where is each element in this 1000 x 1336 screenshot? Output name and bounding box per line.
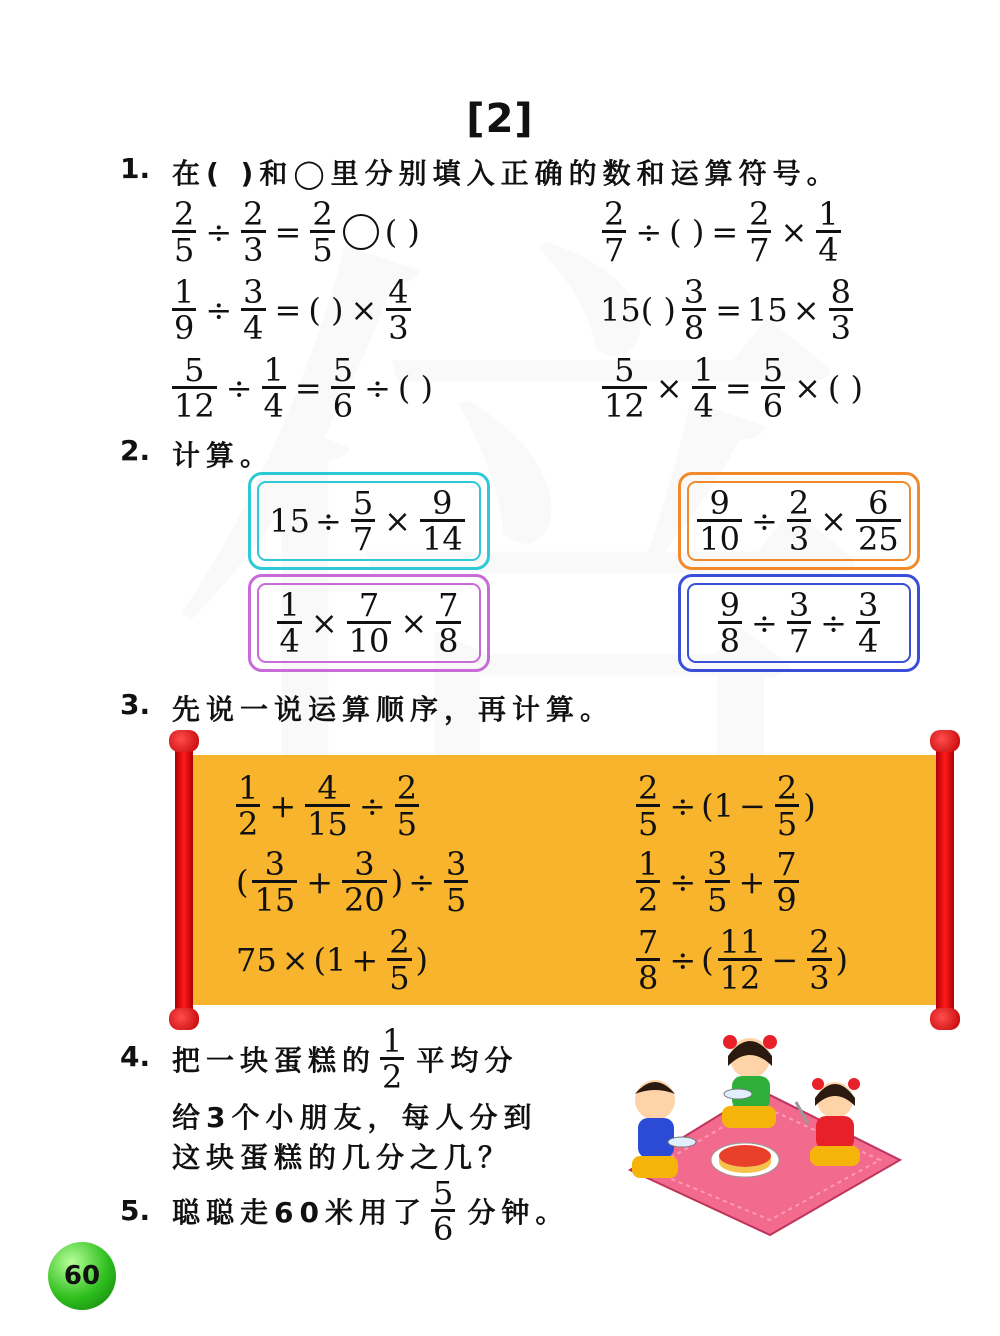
fraction: $\frac{9}{14}$ [421, 484, 463, 558]
q2-text: 计算。 [172, 439, 275, 472]
fraction: $\frac{7}{8}$ [438, 586, 459, 660]
fraction: $\frac{5}{7}$ [352, 484, 374, 558]
q4-line-1: 把一块蛋糕的 $\frac{1}{2}$ 平均分 [172, 1022, 519, 1096]
operator-circle-blank[interactable] [343, 214, 379, 250]
fraction: $\frac{2}{7}$ [604, 195, 625, 269]
fraction: $\frac{7}{9}$ [776, 845, 797, 919]
page-number: 60 [63, 1261, 101, 1291]
scroll-rod-left [175, 738, 193, 1020]
fraction: $\frac{2}{5}$ [389, 923, 410, 997]
answer-blank[interactable]: 15( ) [600, 291, 676, 329]
q1-row1-right: $\frac{2}{7}$ ÷ ( ) = $\frac{2}{7}$ × $\frac{1}{4}$ [604, 195, 839, 269]
fraction: $\frac{2}{5}$ [396, 769, 418, 843]
fraction: $\frac{1}{2}$ [638, 845, 659, 919]
fraction: $\frac{4}{3}$ [388, 273, 409, 347]
q5-number: 5. [120, 1194, 151, 1227]
fraction: $\frac{4}{15}$ [307, 769, 348, 843]
fraction: $\frac{1}{2}$ [238, 769, 259, 843]
fraction: $\frac{8}{3}$ [830, 273, 851, 347]
fraction: $\frac{9}{8}$ [719, 586, 740, 660]
q3-expression-1: $\frac{1}{2}$ + $\frac{4}{15}$ ÷ $\frac{2}{5}$ [238, 769, 418, 843]
q3-text: 先说一说运算顺序，再计算。 [172, 693, 615, 726]
scroll-rod-right [936, 738, 954, 1020]
answer-blank[interactable]: ( ) [308, 291, 344, 329]
exercise-box-2: $\frac{9}{10}$ ÷ $\frac{2}{3}$ × $\frac{6}{25}$ [678, 472, 920, 570]
fraction: $\frac{2}{5}$ [638, 769, 659, 843]
fraction: $\frac{3}{7}$ [788, 586, 810, 660]
q3-expression-2: $\frac{2}{5}$ ÷ (1 − $\frac{2}{5}$ ) [638, 769, 816, 843]
exercise-box-3: $\frac{1}{4}$ × $\frac{7}{10}$ × $\frac{7}{8}$ [248, 574, 490, 672]
fraction: $\frac{5}{12}$ [604, 351, 645, 425]
fraction: $\frac{1}{2}$ [382, 1022, 403, 1096]
q3-expression-3: ( $\frac{3}{15}$ + $\frac{3}{20}$ ) ÷ $\frac{3}{5}$ [236, 845, 467, 919]
fraction: $\frac{5}{6}$ [332, 351, 354, 425]
scroll-knob [930, 730, 960, 752]
q1-number: 1. [120, 152, 151, 185]
fraction: $\frac{1}{4}$ [279, 586, 300, 660]
fraction: $\frac{3}{8}$ [683, 273, 705, 347]
q5-line: 聪聪走60米用了 $\frac{5}{6}$ 分钟。 [172, 1174, 570, 1248]
fraction: $\frac{6}{25}$ [857, 484, 899, 558]
q1-row2-left: $\frac{1}{9}$ ÷ $\frac{3}{4}$ = ( ) × $\frac{4}{3}$ [174, 273, 409, 347]
fraction: $\frac{1}{4}$ [263, 351, 284, 425]
fraction: $\frac{2}{7}$ [749, 195, 770, 269]
fraction: $\frac{7}{10}$ [348, 586, 390, 660]
fraction: $\frac{11}{12}$ [719, 923, 761, 997]
q3-expression-6: $\frac{7}{8}$ ÷ ( $\frac{11}{12}$ − $\frac{2}{3}$ ) [638, 923, 849, 997]
fraction: $\frac{3}{4}$ [857, 586, 879, 660]
fraction: $\frac{5}{12}$ [174, 351, 215, 425]
scroll-knob [169, 730, 199, 752]
q1-text: 在( )和◯里分别填入正确的数和运算符号。 [172, 157, 841, 190]
fraction: $\frac{7}{8}$ [638, 923, 659, 997]
q1-row3-left: $\frac{5}{12}$ ÷ $\frac{1}{4}$ = $\frac{5}{6}$ ÷ ( ) [174, 351, 434, 425]
fraction: $\frac{2}{5}$ [312, 195, 333, 269]
answer-blank[interactable]: ( ) [669, 213, 705, 251]
q1-row1-left: $\frac{2}{5}$ ÷ $\frac{2}{3}$ = $\frac{2}{5}$ ( ) [174, 195, 420, 269]
fraction: $\frac{2}{5}$ [174, 195, 195, 269]
fraction: $\frac{3}{5}$ [446, 845, 467, 919]
q2-number: 2. [120, 434, 151, 467]
fraction: $\frac{5}{6}$ [762, 351, 784, 425]
fraction: $\frac{1}{9}$ [174, 273, 195, 347]
exercise-box-4: $\frac{9}{8}$ ÷ $\frac{3}{7}$ ÷ $\frac{3}{4}$ [678, 574, 920, 672]
scroll-knob [930, 1008, 960, 1030]
fraction: $\frac{2}{3}$ [788, 484, 810, 558]
q4-number: 4. [120, 1040, 151, 1073]
q3-number: 3. [120, 688, 151, 721]
q4-line-2: 给3个小朋友，每人分到 [172, 1101, 538, 1134]
q1-row3-right: $\frac{5}{12}$ × $\frac{1}{4}$ = $\frac{5}{6}$ × ( ) [604, 351, 864, 425]
fraction: $\frac{2}{3}$ [243, 195, 264, 269]
answer-blank[interactable]: ( ) [397, 369, 434, 407]
fraction: $\frac{3}{4}$ [243, 273, 264, 347]
fraction: $\frac{9}{10}$ [699, 484, 740, 558]
fraction: $\frac{5}{6}$ [432, 1174, 454, 1248]
exercise-box-1: 15 ÷ $\frac{5}{7}$ × $\frac{9}{14}$ [248, 472, 490, 570]
answer-blank[interactable]: ( ) [827, 369, 864, 407]
fraction: $\frac{1}{4}$ [818, 195, 839, 269]
fraction: $\frac{3}{5}$ [707, 845, 728, 919]
page-number-badge [48, 1242, 116, 1310]
q4-line-3: 这块蛋糕的几分之几？ [172, 1141, 513, 1174]
fraction: $\frac{3}{15}$ [254, 845, 296, 919]
fraction: $\frac{2}{5}$ [776, 769, 798, 843]
fraction: $\frac{3}{20}$ [344, 845, 385, 919]
q3-expression-5: 75 × (1 + $\frac{2}{5}$ ) [236, 923, 429, 997]
q1-row2-right: 15( ) $\frac{3}{8}$ = 15 × $\frac{8}{3}$ [600, 273, 851, 347]
fraction: $\frac{2}{3}$ [809, 923, 830, 997]
picnic-illustration [610, 1020, 910, 1240]
page-title: [2] [466, 96, 534, 142]
fraction: $\frac{1}{4}$ [693, 351, 714, 425]
answer-blank[interactable]: ( ) [384, 213, 420, 251]
q3-expression-4: $\frac{1}{2}$ ÷ $\frac{3}{5}$ + $\frac{7}{9}$ [638, 845, 797, 919]
